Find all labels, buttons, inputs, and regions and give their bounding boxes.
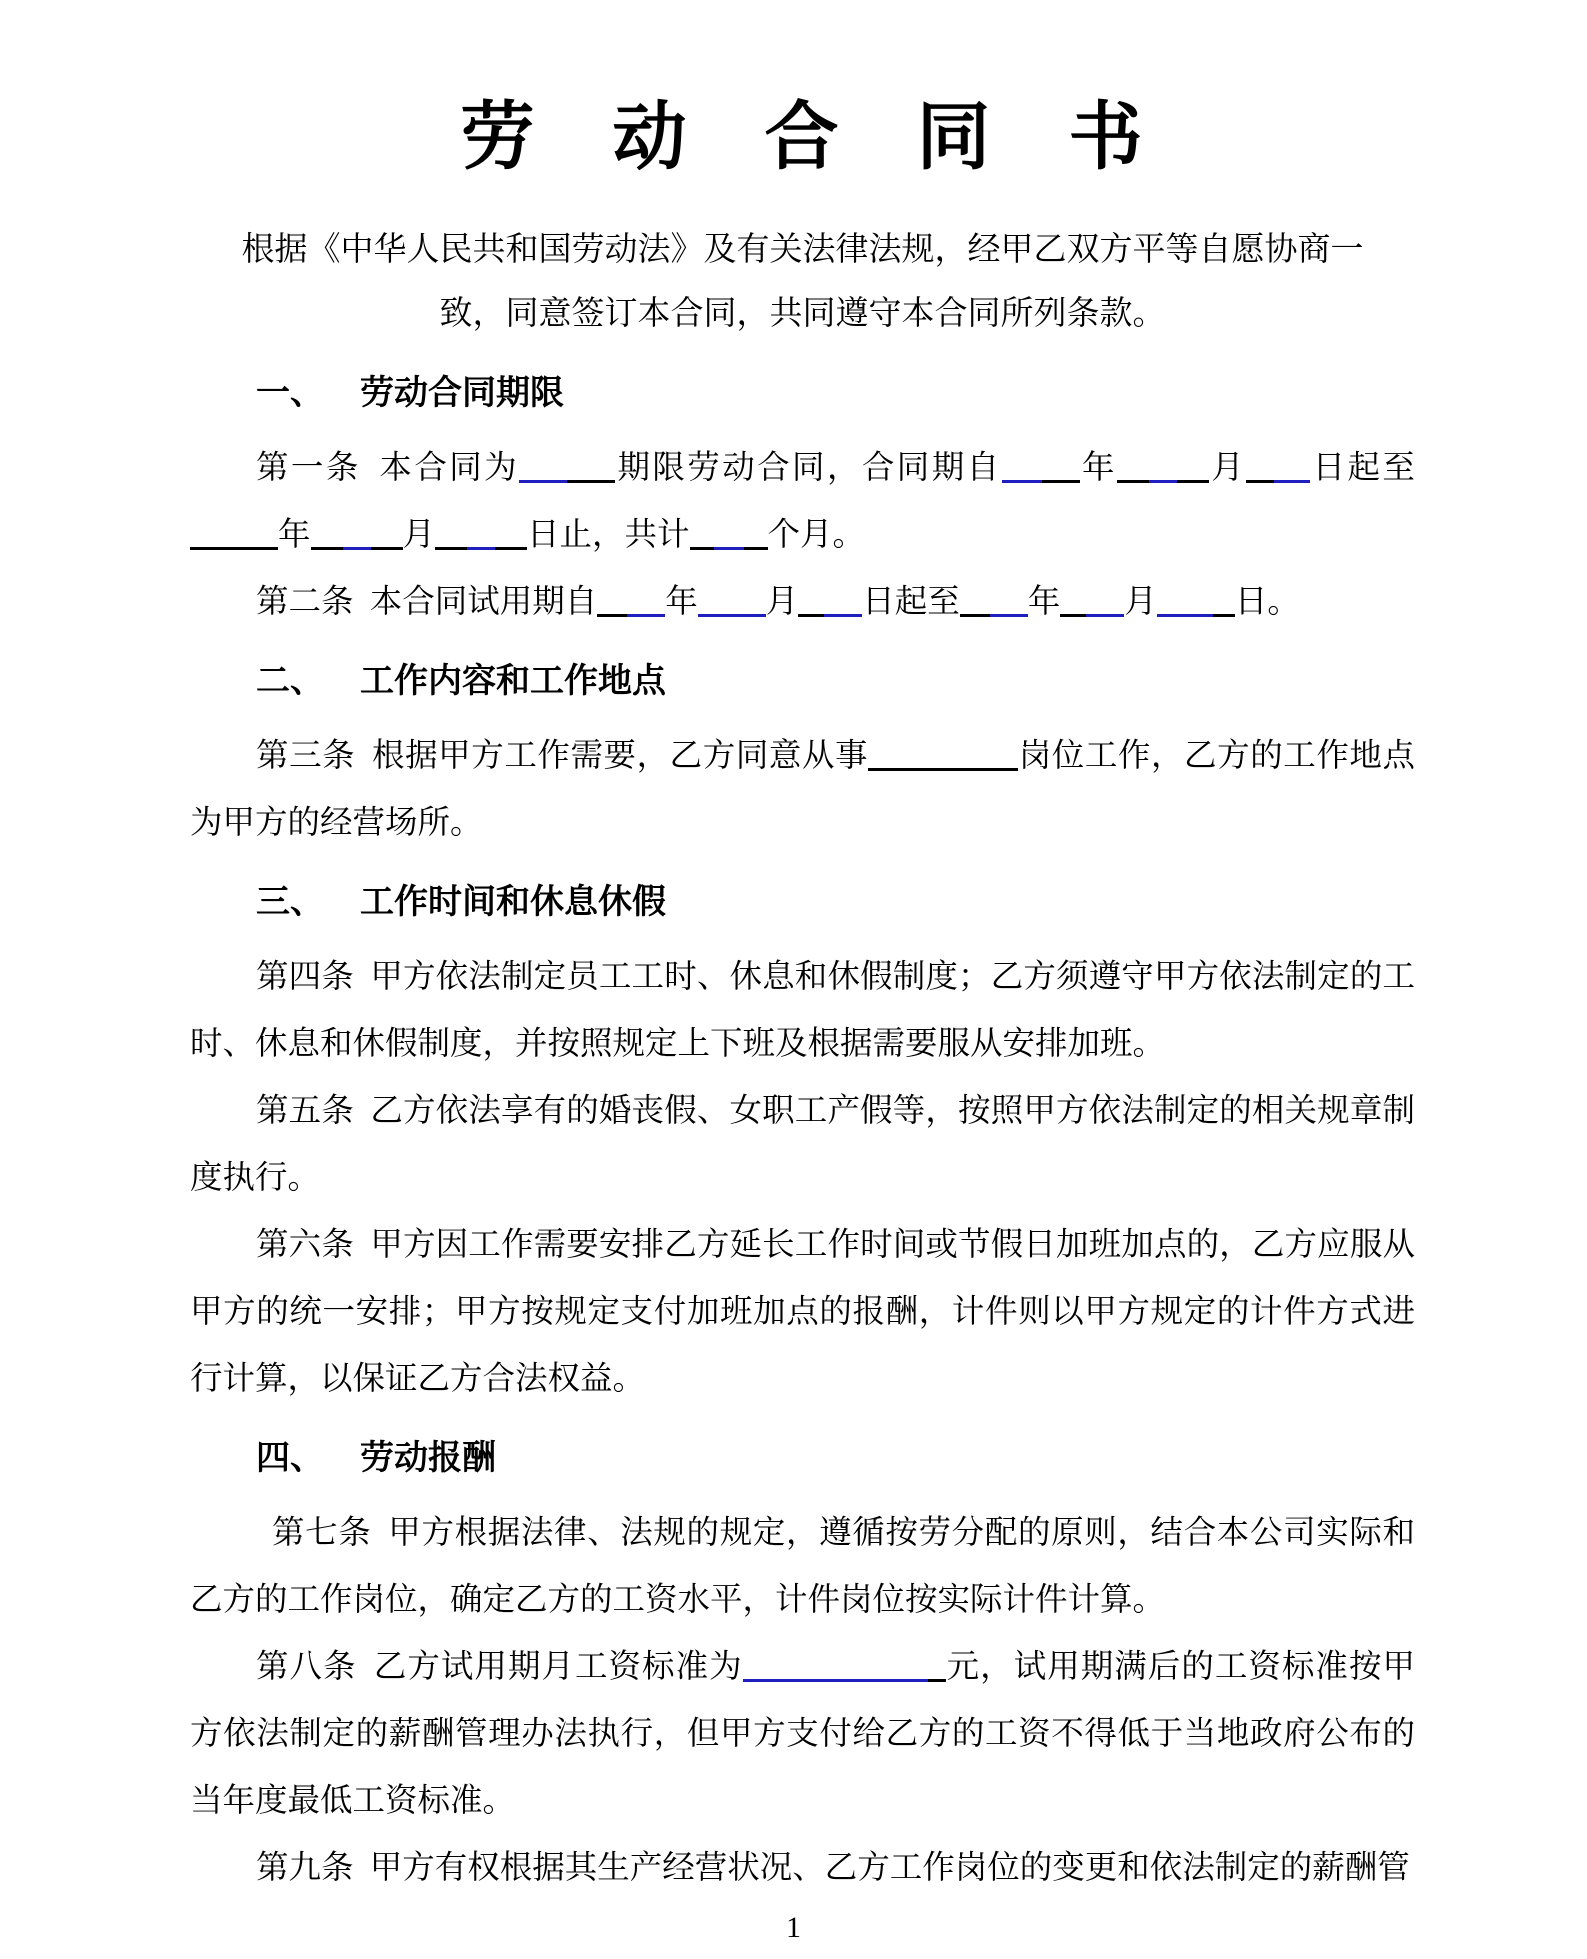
blank-field [1060,584,1124,620]
blank-underline-segment [743,1679,928,1682]
section-number: 四、 [256,1439,324,1477]
blank-underline-segment [1042,480,1080,483]
blank-underline-segment [567,480,615,483]
document-title: 劳 动 合 同 书 [460,95,1145,178]
blank-underline-segment [744,547,768,550]
blank-underline-segment [1060,614,1086,617]
section-heading [190,648,1415,715]
blank-underline-segment [343,547,371,550]
contract-paragraph: 第二条 本合同试用期自 年 月 日起至 年 月 日。 [256,584,1300,620]
section-heading [190,1425,1415,1492]
blank-field [1002,450,1080,486]
section-number: 二、 [256,662,324,700]
blank-underline-segment [495,547,527,550]
blank-field [743,1649,946,1685]
contract-paragraph: 第七条 甲方根据法律、法规的规定，遵循按劳分配的原则，结合本公司实际和乙方的工作岗位，确定乙方的工资水平，计件岗位按实际计件计算。 [190,1515,1415,1618]
section-heading [190,869,1415,936]
blank-underline-segment [714,547,744,550]
blank-field [190,517,278,553]
blank-underline-segment [467,547,495,550]
contract-paragraph: 第三条 根据甲方工作需要，乙方同意从事 岗位工作，乙方的工作地点为甲方的经营场所。 [190,738,1415,841]
blank-field [868,738,1018,774]
blank-field [698,584,766,620]
blank-field [690,517,768,553]
blank-underline-segment [824,614,862,617]
blank-underline-segment [1157,614,1213,617]
section-title: 劳动报酬 [360,1439,496,1477]
intro-line-2: 致，同意签订本合同，共同遵守本合同所列条款。 [439,296,1166,332]
section-heading [190,360,1415,427]
blank-underline-segment [928,1679,946,1682]
blank-underline-segment [698,614,766,617]
section-title: 工作时间和休息休假 [360,883,666,921]
blank-underline-segment [798,614,824,617]
contract-paragraph: 第九条 甲方有权根据其生产经营状况、乙方工作岗位的变更和依法制定的薪酬管 [256,1850,1410,1886]
blank-underline-segment [1149,480,1177,483]
blank-underline-segment [371,547,403,550]
blank-underline-segment [1246,480,1274,483]
blank-underline-segment [435,547,467,550]
blank-underline-segment [868,768,1018,771]
blank-field [435,517,527,553]
section-title: 工作内容和工作地点 [360,662,666,700]
intro-paragraph [190,218,1415,346]
intro-line-1: 根据《中华人民共和国劳动法》及有关法律法规，经甲乙双方平等自愿协商一 [241,232,1364,268]
blank-field [1117,450,1209,486]
blank-field [960,584,1028,620]
contract-paragraph: 第四条 甲方依法制定员工工时、休息和休假制度；乙方须遵守甲方依法制定的工时、休息和休假制度，并按照规定上下班及根据需要服从安排加班。 [190,959,1415,1062]
contract-body [190,360,1415,1902]
blank-underline-segment [1002,480,1042,483]
blank-underline-segment [597,614,627,617]
blank-underline-segment [690,547,714,550]
blank-underline-segment [1177,480,1209,483]
blank-field [1157,584,1235,620]
blank-field [1246,450,1310,486]
blank-underline-segment [519,480,567,483]
page-number: 1 [786,1911,801,1944]
blank-underline-segment [627,614,665,617]
blank-field [519,450,615,486]
contract-paragraph: 第八条 乙方试用期月工资标准为 元，试用期满后的工资标准按甲方依法制定的薪酬管理办法执行，但甲方支付给乙方的工资不得低于当地政府公布的当年度最低工资标准。 [190,1649,1415,1819]
section-number: 三、 [256,883,324,921]
blank-underline-segment [190,547,278,550]
blank-underline-segment [1274,480,1310,483]
blank-underline-segment [990,614,1028,617]
blank-underline-segment [1213,614,1235,617]
blank-underline-segment [960,614,990,617]
contract-paragraph: 第五条 乙方依法享有的婚丧假、女职工产假等，按照甲方依法制定的相关规章制度执行。 [190,1093,1415,1196]
blank-field [597,584,665,620]
section-title: 劳动合同期限 [360,374,564,412]
blank-field [311,517,403,553]
contract-paragraph: 第一条 本合同为 期限劳动合同，合同期自 年 月 日起至年 月 日止，共计 个月。 [190,435,1415,569]
section-number: 一、 [256,374,324,412]
blank-underline-segment [1086,614,1124,617]
blank-underline-segment [1117,480,1149,483]
contract-paragraph: 第六条 甲方因工作需要安排乙方延长工作时间或节假日加班加点的，乙方应服从甲方的统一安排；甲方按规定支付加班加点的报酬，计件则以甲方规定的计件方式进行计算，以保证乙方合法权益。 [190,1227,1415,1397]
blank-underline-segment [311,547,343,550]
blank-field [798,584,862,620]
